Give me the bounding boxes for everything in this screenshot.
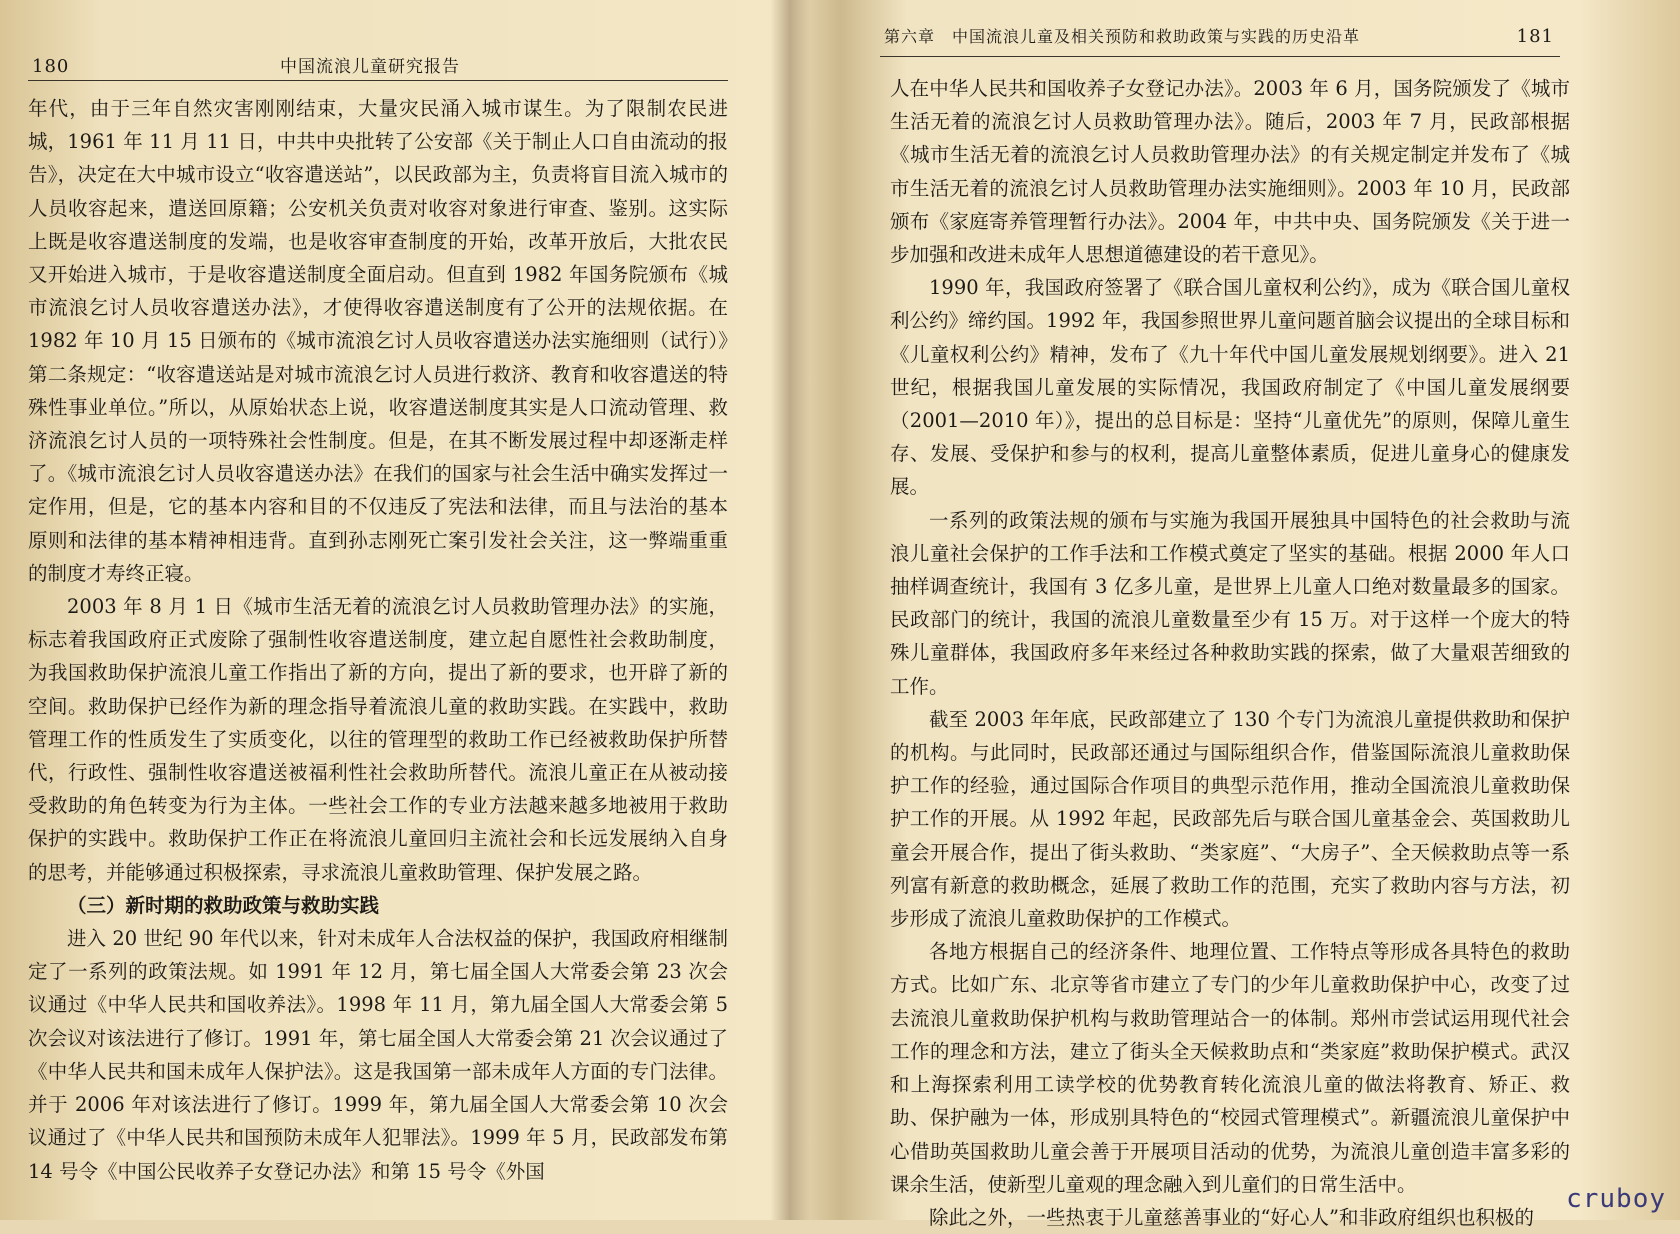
right-page-number: 181 xyxy=(1516,26,1554,47)
paragraph: 除此之外，一些热衷于儿童慈善事业的“好心人”和非政府组织也积极的 xyxy=(929,1205,1534,1229)
right-page xyxy=(790,0,1680,1229)
right-running-title: 第六章 中国流浪儿童及相关预防和救助政策与实践的历史沿革 xyxy=(884,27,1361,46)
paragraph: 各地方根据自己的经济条件、地理位置、工作特点等形成各具特色的救助方式。比如广东、北京等省市建立了专门的少年儿童救助保护中心，改变了过去流浪儿童救助保护机构与救助管理站合一的体制。郑州市尝试运用现代社会工作的理念和方法，建立了街头全天候救助点和“类家庭”救助保护模式。武汉和上海探索利用工读学校的优势教育转化流浪儿童的做法将教育、矫正、救助、保护融为一体，形成别具特色的“校园式管理模式”。新疆流浪儿童保护中心借助英国救助儿童会善于开展项目活动的优势，为流浪儿童创造丰富多彩的课余生活，使新型儿童观的理念融入到儿童们的日常生活中。 xyxy=(890,940,1570,1196)
paragraph: 1990 年，我国政府签署了《联合国儿童权利公约》，成为《联合国儿童权利公约》缔约国。1992 年，我国参照世界儿童问题首脑会议提出的全球目标和《儿童权利公约》精神，发布了《九十年代中国儿童发展规划纲要》。进入 21 世纪，根据我国儿童发展的实际情况，我国政府制定了《中国儿童发展纲要（2001—2010 年）》，提出的总目标是：坚持“儿童优先”的原则，保障儿童生存、发展、受保护和参与的权利，提高儿童整体素质，促进儿童身心的健康发展。 xyxy=(890,276,1570,499)
left-page-body xyxy=(28,92,728,1188)
left-page xyxy=(0,0,780,1220)
left-page-header xyxy=(28,48,728,81)
paragraph: 进入 20 世纪 90 年代以来，针对未成年人合法权益的保护，我国政府相继制定了一系列的政策法规。如 1991 年 12 月，第七届全国人大常委会第 23 次会议通过《中华人民共和国收养法》。1998 年 11 月，第九届全国人大常委会第 5 次会议对该法进行了修订。1991 年，第七届全国人大常委会第 21 次会议通过了《中华人民共和国未成年人保护法》。这是我国第一部未成年人方面的专门法律。并于 2006 年对该法进行了修订。1999 年，第九届全国人大常委会第 10 次会议通过了《中华人民共和国预防未成年人犯罪法》。1999 年 5 月，民政部发布第 14 号令《中国公民收养子女登记办法》和第 15 号令《外国 xyxy=(28,927,728,1183)
left-running-title: 中国流浪儿童研究报告 xyxy=(280,57,460,77)
paragraph: 截至 2003 年年底，民政部建立了 130 个专门为流浪儿童提供救助和保护的机构。与此同时，民政部还通过与国际组织合作，借鉴国际流浪儿童救助保护工作的经验，通过国际合作项目的典型示范作用，推动全国流浪儿童救助保护工作的开展。从 1992 年起，民政部先后与联合国儿童基金会、英国救助儿童会开展合作，提出了街头救助、“类家庭”、“大房子”、全天候救助点等一系列富有新意的救助概念，延展了救助工作的范围，充实了救助内容与方法，初步形成了流浪儿童救助保护的工作模式。 xyxy=(890,707,1570,931)
paragraph: 人在中华人民共和国收养子女登记办法》。2003 年 6 月，国务院颁发了《城市生活无着的流浪乞讨人员救助管理办法》。随后，2003 年 7 月，民政部根据《城市生活无着的流浪乞讨人员救助管理办法》的有关规定制定并发布了《城市生活无着的流浪乞讨人员救助管理办法实施细则》。2003 年 10 月，民政部颁布《家庭寄养管理暂行办法》。2004 年，中共中央、国务院颁发《关于进一步加强和改进未成年人思想道德建设的若干意见》。 xyxy=(890,77,1570,267)
paragraph: 一系列的政策法规的颁布与实施为我国开展独具中国特色的社会救助与流浪儿童社会保护的工作手法和工作模式奠定了坚实的基础。根据 2000 年人口抽样调查统计，我国有 3 亿多儿童，是世界上儿童人口绝对数量最多的国家。民政部门的统计，我国的流浪儿童数量至少有 15 万。对于这样一个庞大的特殊儿童群体，我国政府多年来经过各种救助实践的探索，做了大量艰苦细致的工作。 xyxy=(890,508,1570,698)
paragraph: 年代，由于三年自然灾害刚刚结束，大量灾民涌入城市谋生。为了限制农民进城，1961 年 11 月 11 日，中共中央批转了公安部《关于制止人口自由流动的报告》，决定在大中城市设立“收容遣送站”，以民政部为主，负责将盲目流入城市的人员收容起来，遣送回原籍；公安机关负责对收容对象进行审查、鉴别。这实际上既是收容遣送制度的发端，也是收容审查制度的开始，改革开放后，大批农民又开始进入城市，于是收容遣送制度全面启动。但直到 1982 年国务院颁布《城市流浪乞讨人员收容遣送办法》，才使得收容遣送制度有了公开的法规依据。在 1982 年 10 月 15 日颁布的《城市流浪乞讨人员收容遣送办法实施细则（试行）》第二条规定：“收容遣送站是对城市流浪乞讨人员进行救济、教育和收容遣送的特殊性事业单位。”所以，从原始状态上说，收容遣送制度其实是人口流动管理、救济流浪乞讨人员的一项特殊社会性制度。但是，在其不断发展过程中却逐渐走样了。《城市流浪乞讨人员收容遣送办法》在我们的国家与社会生活中确实发挥过一定作用，但是，它的基本内容和目的不仅违反了宪法和法律，而且与法治的基本原则和法律的基本精神相违背。直到孙志刚死亡案引发社会关注，这一弊端重重的制度才寿终正寝。 xyxy=(28,97,728,585)
right-page-header xyxy=(880,24,1560,57)
paragraph: 2003 年 8 月 1 日《城市生活无着的流浪乞讨人员救助管理办法》的实施，标志着我国政府正式废除了强制性收容遣送制度，建立起自愿性社会救助制度，为我国救助保护流浪儿童工作指出了新的方向，提出了新的要求，也开辟了新的空间。救助保护已经作为新的理念指导着流浪儿童的救助实践。在实践中，救助管理工作的性质发生了实质变化，以往的管理型的救助工作已经被救助保护所替代，行政性、强制性收容遣送被福利性社会救助所替代。流浪儿童正在从被动接受救助的角色转变为行为主体。一些社会工作的专业方法越来越多地被用于救助保护的实践中。救助保护工作正在将流浪儿童回归主流社会和长远发展纳入自身的思考，并能够通过积极探索，寻求流浪儿童救助管理、保护发展之路。 xyxy=(28,595,728,884)
section-heading: （三）新时期的救助政策与救助实践 xyxy=(67,893,380,917)
left-page-number: 180 xyxy=(32,56,70,77)
right-page-body xyxy=(890,72,1570,1234)
watermark: cruboy xyxy=(1566,1184,1666,1214)
